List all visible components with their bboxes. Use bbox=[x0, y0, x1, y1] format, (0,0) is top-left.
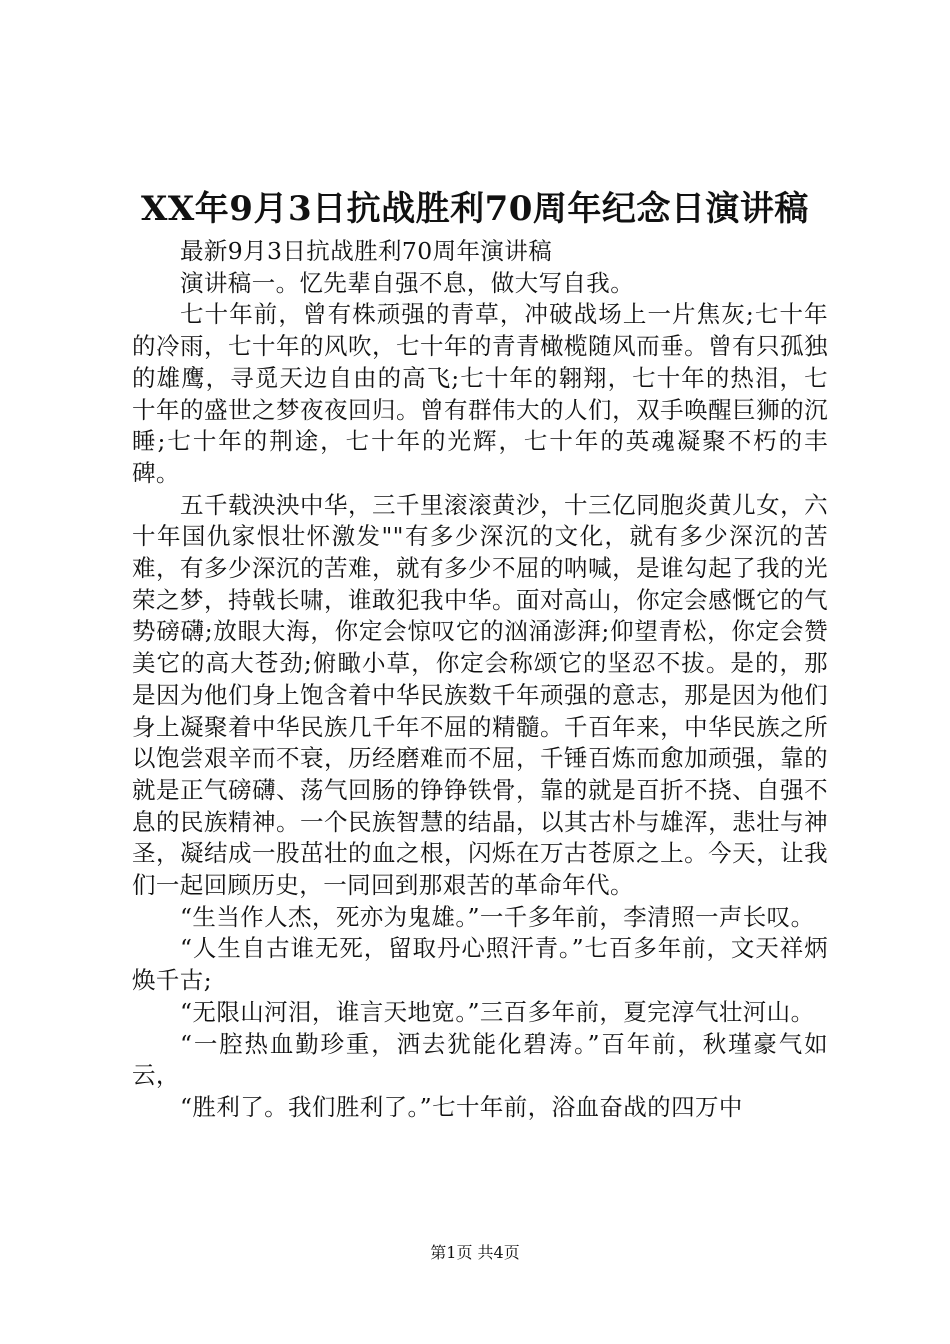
paragraph-subtitle: 最新9月3日抗战胜利70周年演讲稿 bbox=[180, 237, 553, 265]
paragraph-quote: “生当作人杰，死亦为鬼雄。”一千多年前，李清照一声长叹。 bbox=[180, 902, 815, 931]
page-number-footer: 第1页 共4页 bbox=[430, 1243, 520, 1262]
paragraph-quote: “胜利了。我们胜利了。”七十年前，浴血奋战的四万中 bbox=[180, 1092, 743, 1121]
paragraph-quote: “人生自古谁无死，留取丹心照汗青。”七百多年前，文天祥炳焕千古; bbox=[132, 934, 828, 995]
paragraph: 五千载泱泱中华，三千里滚滚黄沙，十三亿同胞炎黄儿女，六十年国仇家恨壮怀激发""有多少深沉的文化，就有多少深沉的苦难，有多少深沉的苦难，就有多少不屈的呐喊，是谁勾起了我的光荣之梦，持戟长啸，谁敢犯我中华。面对高山，你定会感慨它的气势磅礴;放眼大海，你定会惊叹它的汹涌澎湃;仰望青松，你定会赞美它的高大苍劲;俯瞰小草，你定会称颂它的坚忍不拔。是的，那是因为他们身上饱含着中华民族数千年顽强的意志，那是因为他们身上凝聚着中华民族几千年不屈的精髓。千百年来，中华民族之所以饱尝艰辛而不衰，历经磨难而不屈，千锤百炼而愈加顽强，靠的就是正气磅礴、荡气回肠的铮铮铁骨，靠的就是百折不挠、自强不息的民族精神。一个民族智慧的结晶，以其古朴与雄浑，悲壮与神圣，凝结成一股茁壮的血之根，闪烁在万古苍原之上。今天，让我们一起回顾历史，一同回到那艰苦的革命年代。 bbox=[132, 490, 828, 900]
paragraph: 七十年前，曾有株顽强的青草，冲破战场上一片焦灰;七十年的冷雨，七十年的风吹，七十年的青青橄榄随风而垂。曾有只孤独的雄鹰，寻觅天边自由的高飞;七十年的翱翔，七十年的热泪，七十年的盛世之梦夜夜回归。曾有群伟大的人们，双手唤醒巨狮的沉睡;七十年的荆途，七十年的光辉，七十年的英魂凝聚不朽的丰碑。 bbox=[132, 300, 828, 487]
paragraph-quote: “无限山河泪，谁言天地宽。”三百多年前，夏完淳气壮河山。 bbox=[180, 997, 815, 1026]
paragraph-quote: “一腔热血勤珍重，洒去犹能化碧涛。”百年前，秋瑾豪气如云， bbox=[132, 1029, 828, 1090]
document-title: XX年9月3日抗战胜利70周年纪念日演讲稿 bbox=[141, 189, 809, 229]
paragraph-heading: 演讲稿一。忆先辈自强不息，做大写自我。 bbox=[180, 268, 635, 297]
document-body bbox=[132, 236, 828, 1124]
